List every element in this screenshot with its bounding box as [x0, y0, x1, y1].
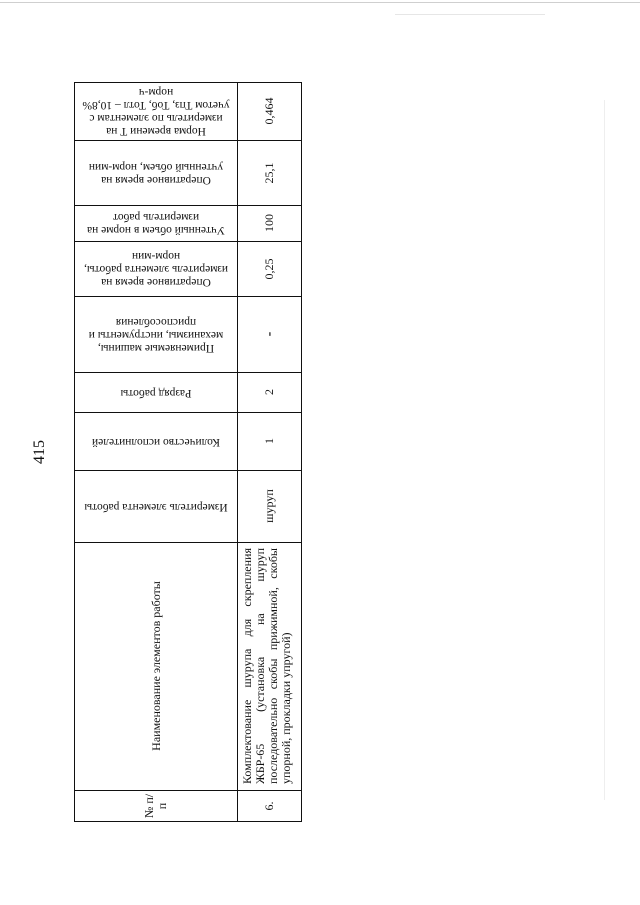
header-machines: Применяемые машины, механизмы, инструменты и приспособления	[88, 316, 224, 354]
value-operative-time-total: 25,1	[261, 162, 276, 184]
scan-artifact-line-top-right	[395, 14, 545, 15]
value-number-cell	[238, 791, 301, 822]
value-machines-cell	[238, 297, 301, 372]
header-norm-time: Норма времени Т на измеритель по элементам с учетом Тпз, Тоб, Тотл – 10,8% норм-ч	[82, 86, 230, 138]
value-work-grade: 2	[261, 389, 276, 395]
value-norm-time-cell	[238, 83, 301, 140]
scan-artifact-line-right	[604, 100, 605, 800]
value-unit-cell	[238, 471, 301, 542]
value-operative-time-unit: 0,25	[261, 258, 276, 280]
value-machines: -	[261, 331, 277, 337]
value-work-grade-cell	[238, 373, 301, 412]
value-executors-count-cell	[238, 413, 301, 470]
value-work-name-cell	[238, 543, 301, 790]
page-number: 415	[31, 440, 48, 464]
header-work-name: Наименование элементов работы	[148, 581, 163, 751]
value-unit: шуруп	[261, 489, 276, 523]
value-operative-time-total-cell	[238, 141, 301, 205]
header-counted-volume: Учтенный объем в норме на измеритель работ	[87, 211, 225, 237]
value-operative-time-unit-cell	[238, 242, 301, 296]
header-work-grade: Разряд работы	[120, 387, 192, 399]
header-operative-time-unit: Оперативное время на измеритель элемента работы, норм-мин	[84, 250, 228, 289]
value-norm-time: 0,464	[261, 97, 276, 125]
value-counted-volume: 100	[261, 214, 276, 232]
value-executors-count: 1	[261, 438, 276, 444]
value-number: 6.	[261, 801, 276, 811]
scan-artifact-line-top	[0, 2, 640, 3]
header-work-name-cell	[75, 543, 237, 790]
header-number-cell	[75, 791, 237, 822]
header-operative-time-total: Оперативное время на учтенный объем, норм-мин	[88, 161, 224, 186]
header-number: № п/п	[142, 793, 169, 819]
value-counted-volume-cell	[238, 206, 301, 241]
value-work-name: Комплектование шурупа для скрепления ЖБР-65 (установка на шуруп последовательно скобы прижимной, скобы упорной, прокладки упругой)	[240, 548, 293, 784]
header-executors-count: Количество исполнителей	[91, 436, 221, 448]
header-unit: Измеритель элемента работы	[84, 501, 228, 513]
